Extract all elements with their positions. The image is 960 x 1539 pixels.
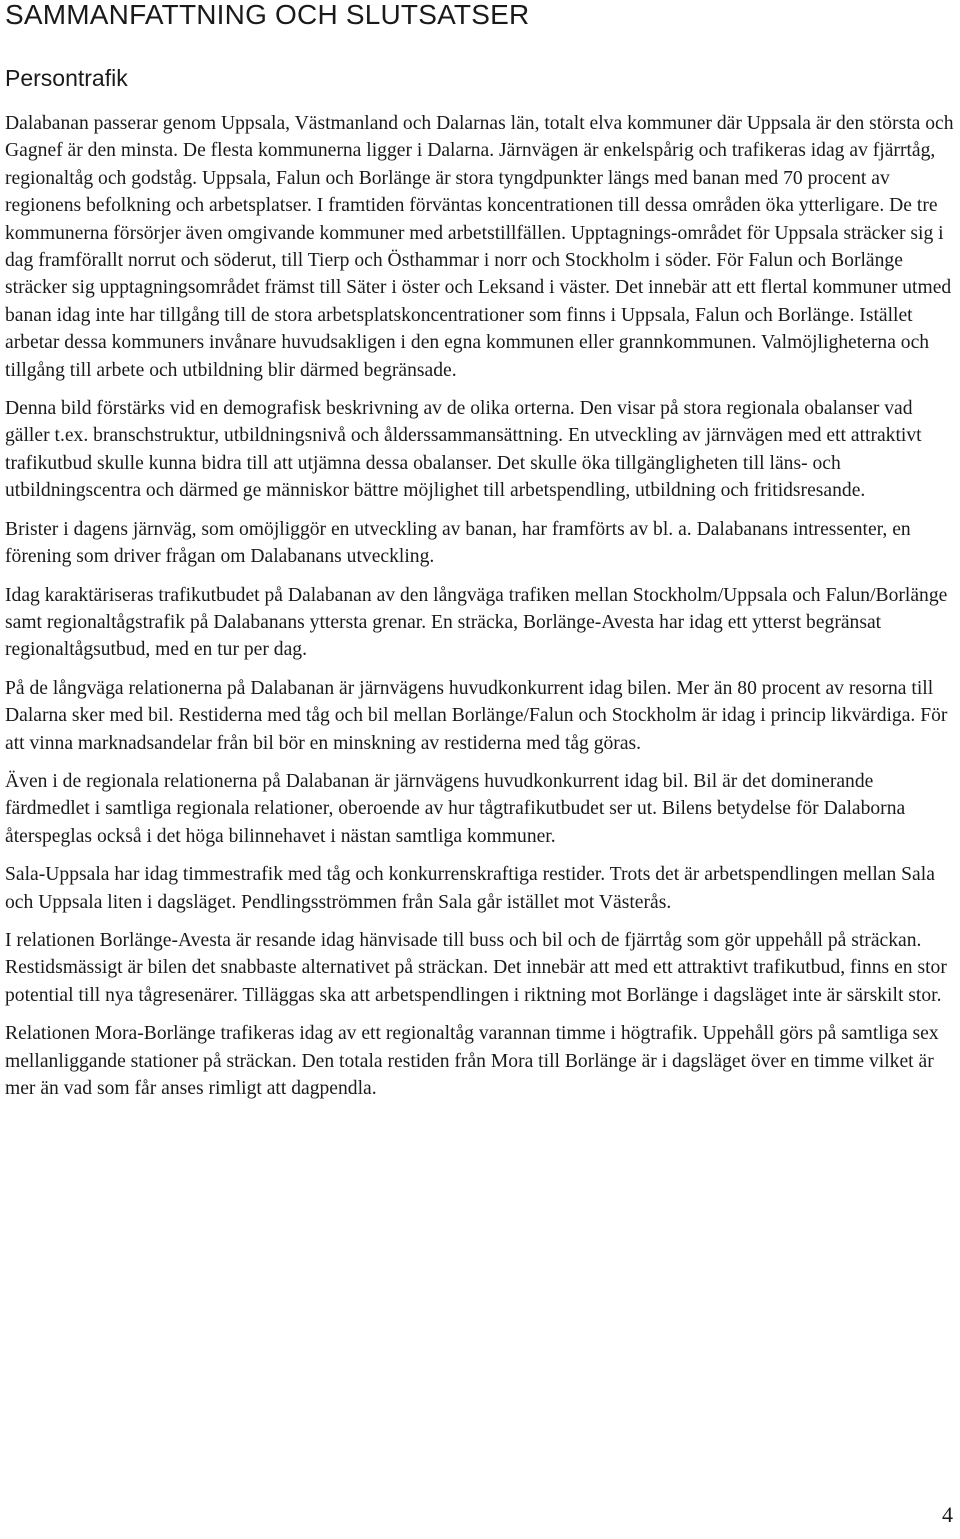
page-title: SAMMANFATTNING OCH SLUTSATSER [5, 0, 530, 30]
paragraph-8: I relationen Borlänge-Avesta är resande idag hänvisade till buss och bil och de fjärrtåg som gör uppehåll på sträckan. Restidsmässigt är bilen det snabbaste alternativet på sträckan. Det innebär att med ett attraktivt trafikutbud, finns en stor potential till nya tågresenärer. Tilläggas ska att arbetspendlingen i riktning mot Borlänge i dagsläget inte är särskilt stor. [5, 929, 947, 1006]
paragraph-2: Denna bild förstärks vid en demografisk beskrivning av de olika orterna. Den visar på stora regionala obalanser vad gäller t.ex. branschstruktur, utbildningsnivå och ålderssammansättning. En utveckling av järnvägen med ett attraktivt trafikutbud skulle kunna bidra till att utjämna dessa obalanser. Det skulle öka tillgängligheten till läns- och utbildningscentra och därmed ge människor bättre möjlighet till arbetspendling, utbildning och fritidsresande. [5, 398, 922, 502]
paragraph-3: Brister i dagens järnväg, som omöjliggör en utveckling av banan, har framförts av bl. a. Dalabanans intressenter, en förening som driver frågan om Dalabanans utveckling. [5, 518, 911, 568]
paragraph-1: Dalabanan passerar genom Uppsala, Västmanland och Dalarnas län, totalt elva kommuner där Uppsala är den största och Gagnef är den minsta. De flesta kommunerna ligger i Dalarna. Järnvägen är enkelspårig och trafikeras idag av fjärrtåg, regionaltåg och godståg. Uppsala, Falun och Borlänge är stora tyngdpunkter längs med banan med 70 procent av regionens befolkning och arbetsplatser. I framtiden förväntas koncentrationen till dessa områden öka ytterligare. De tre kommunerna försörjer även omgivande kommuner med arbetstillfällen. Upptagnings-området för Uppsala sträcker sig i dag framförallt norrut och söderut, till Tierp och Östhammar i norr och Stockholm i söder. För Falun och Borlänge sträcker sig upptagningsområdet främst till Säter i öster och Leksand i väster. Det innebär att ett flertal kommuner utmed banan idag inte har tillgång till de stora arbetsplatskoncentrationer som finns i Uppsala, Falun och Borlänge. Istället arbetar dessa kommuners invånare huvudsakligen i den egna kommunen eller grannkommunen. Valmöjligheterna och tillgång till arbete och utbildning blir därmed begränsade. [5, 113, 954, 381]
document-page [5, 0, 955, 1113]
paragraph-6: Även i de regionala relationerna på Dalabanan är järnvägens huvudkonkurrent idag bil. Bil är det dominerande färdmedlet i samtliga regionala relationer, oberoende av hur tågtrafikutbudet ser ut. Bilens betydelse för Dalaborna återspeglas också i det höga bilinnehavet i nästan samtliga kommuner. [5, 770, 906, 847]
page-number: 4 [942, 1502, 953, 1527]
section-heading: Persontrafik [5, 65, 128, 91]
paragraph-7: Sala-Uppsala har idag timmestrafik med tåg och konkurrenskraftiga restider. Trots det är arbetspendlingen mellan Sala och Uppsala liten i dagsläget. Pendlingsströmmen från Sala går istället mot Västerås. [5, 864, 935, 913]
paragraph-9: Relationen Mora-Borlänge trafikeras idag av ett regionaltåg varannan timme i högtrafik. Uppehåll görs på samtliga sex mellanliggande stationer på sträckan. Den totala restiden från Mora till Borlänge är i dagsläget över en timme vilket är mer än vad som får anses rimligt att dagpendla. [5, 1023, 939, 1099]
document-body [5, 110, 955, 1102]
paragraph-5: På de långväga relationerna på Dalabanan är järnvägens huvudkonkurrent idag bilen. Mer än 80 procent av resorna till Dalarna sker med bil. Restiderna med tåg och bil mellan Borlänge/Falun och Stockholm är idag i princip likvärdiga. För att vinna marknadsandelar från bil bör en minskning av restiderna med tåg göras. [5, 677, 948, 754]
paragraph-4: Idag karaktäriseras trafikutbudet på Dalabanan av den långväga trafiken mellan Stockholm/Uppsala och Falun/Borlänge samt regionaltågstrafik på Dalabanans yttersta grenar. En sträcka, Borlänge-Avesta har idag ett ytterst begränsat regionaltågsutbud, med en tur per dag. [5, 584, 948, 661]
